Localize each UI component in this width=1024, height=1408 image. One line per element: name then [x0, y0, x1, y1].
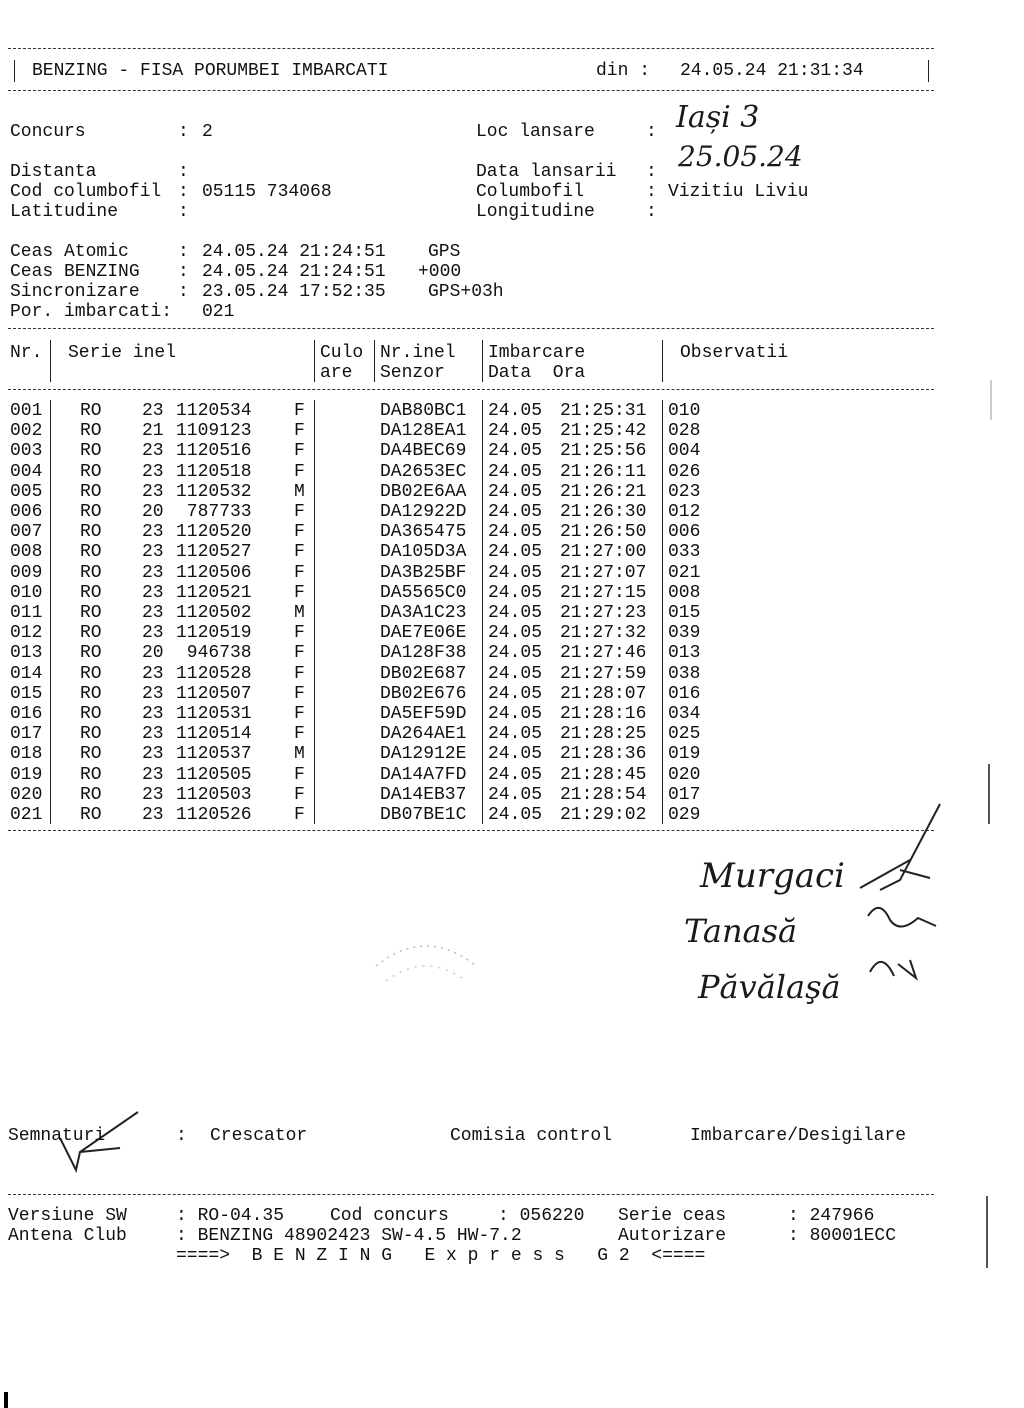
cell-observatii: 029	[668, 805, 701, 825]
colon: :	[178, 182, 189, 202]
table-row	[0, 765, 1024, 785]
cell-year: 23	[142, 603, 164, 623]
sincronizare-value: 23.05.24 17:52:35	[202, 282, 386, 302]
header-top-rule	[8, 48, 934, 49]
cell-ring-number: 1109123	[176, 421, 252, 442]
cell-year: 23	[142, 805, 164, 825]
crescator-label: Crescator	[210, 1126, 308, 1146]
table-row	[0, 684, 1024, 704]
cell-sex: F	[294, 643, 305, 664]
cell-ring-number: 1120507	[176, 683, 252, 704]
por-imbarcati-label: Por. imbarcati:	[10, 302, 173, 322]
cell-year: 23	[142, 704, 164, 724]
cell-ring-number: 1120518	[176, 461, 252, 482]
cell-date: 24.05	[488, 704, 543, 724]
cell-country: RO	[80, 643, 102, 664]
cell-date: 24.05	[488, 643, 543, 664]
cell-country: RO	[80, 724, 102, 745]
table-row	[0, 421, 1024, 441]
table-row	[0, 724, 1024, 744]
concurs-label: Concurs	[10, 122, 86, 142]
cell-sensor: DA3A1C23	[380, 603, 467, 623]
cell-year: 23	[142, 764, 164, 785]
cell-sex: F	[294, 724, 305, 745]
cell-time: 21:26:30	[560, 502, 647, 522]
col-header-serie: Serie inel	[68, 343, 177, 363]
semnaturi-colon: :	[176, 1126, 187, 1146]
scan-artifact	[988, 764, 990, 824]
cell-nr: 020	[10, 784, 43, 805]
cell-time: 21:27:07	[560, 562, 647, 583]
cell-observatii: 015	[668, 603, 701, 623]
cell-time: 21:25:56	[560, 441, 647, 462]
sincronizare-suffix: GPS+03h	[428, 282, 504, 302]
header-col-divider	[662, 340, 663, 382]
autorizare-value: : 80001ECC	[788, 1226, 897, 1246]
colon: :	[646, 162, 657, 182]
table-row	[0, 462, 1024, 482]
antena-label: Antena Club	[8, 1226, 127, 1246]
cell-nr: 021	[10, 805, 43, 825]
longitudine-label: Longitudine	[476, 202, 595, 222]
cell-observatii: 021	[668, 562, 701, 583]
cell-country: RO	[80, 461, 102, 482]
col-header-imbarcare-1: Imbarcare	[488, 343, 586, 363]
cell-observatii: 026	[668, 461, 701, 482]
cell-ring-number: 1120514	[176, 724, 252, 745]
cell-nr: 014	[10, 663, 43, 684]
cell-date: 24.05	[488, 784, 543, 805]
colon: :	[178, 162, 189, 182]
cell-country: RO	[80, 401, 102, 421]
table-row	[0, 603, 1024, 623]
header-left-bar	[14, 60, 15, 82]
cell-sensor: DA14A7FD	[380, 764, 467, 785]
cell-sex: F	[294, 663, 305, 684]
cell-observatii: 023	[668, 481, 701, 502]
serie-ceas-value: : 247966	[788, 1206, 875, 1226]
ceas-benzing-label: Ceas BENZING	[10, 262, 140, 282]
cell-country: RO	[80, 603, 102, 623]
cell-year: 23	[142, 481, 164, 502]
cell-time: 21:26:11	[560, 461, 647, 482]
cell-ring-number: 1120521	[176, 582, 252, 603]
cell-nr: 006	[10, 502, 43, 522]
cell-year: 23	[142, 441, 164, 462]
table-row	[0, 643, 1024, 663]
cell-country: RO	[80, 542, 102, 563]
cell-date: 24.05	[488, 421, 543, 442]
col-header-culoare-1: Culo	[320, 343, 364, 363]
col-header-observatii: Observatii	[680, 343, 789, 363]
cell-date: 24.05	[488, 764, 543, 785]
cell-nr: 011	[10, 603, 43, 623]
cell-time: 21:27:32	[560, 623, 647, 644]
table-row	[0, 482, 1024, 502]
ceas-atomic-suffix: GPS	[428, 242, 461, 262]
versiune-value: : RO-04.35	[176, 1206, 285, 1226]
cell-sensor: DA105D3A	[380, 542, 467, 563]
cell-observatii: 010	[668, 401, 701, 421]
cell-ring-number: 787733	[176, 502, 252, 522]
ceas-benzing-value: 24.05.24 21:24:51	[202, 262, 386, 282]
cell-nr: 004	[10, 461, 43, 482]
cell-sensor: DAE7E06E	[380, 623, 467, 644]
cell-country: RO	[80, 421, 102, 442]
cell-observatii: 008	[668, 582, 701, 603]
columbofil-label: Columbofil	[476, 182, 585, 202]
cell-date: 24.05	[488, 683, 543, 704]
ceas-atomic-label: Ceas Atomic	[10, 242, 129, 262]
imbarcare-desigilare-label: Imbarcare/Desigilare	[690, 1126, 907, 1146]
cell-time: 21:26:50	[560, 522, 647, 543]
cod-concurs-value: : 056220	[498, 1206, 585, 1226]
cell-nr: 001	[10, 401, 43, 421]
cell-time: 21:27:23	[560, 603, 647, 623]
col-header-nrinel-2: Senzor	[380, 363, 445, 383]
colon: :	[178, 122, 200, 142]
loc-lansare-handwritten: Iași 3	[676, 100, 760, 135]
cell-date: 24.05	[488, 522, 543, 543]
cell-ring-number: 946738	[176, 643, 252, 664]
table-row	[0, 522, 1024, 542]
cell-date: 24.05	[488, 623, 543, 644]
cell-nr: 018	[10, 744, 43, 765]
table-row	[0, 441, 1024, 461]
cell-observatii: 016	[668, 683, 701, 704]
scan-artifact	[986, 1196, 988, 1268]
cell-nr: 019	[10, 764, 43, 785]
colon: :	[646, 122, 657, 142]
cell-sex: F	[294, 683, 305, 704]
colon: :	[178, 262, 189, 282]
cell-ring-number: 1120516	[176, 441, 252, 462]
loc-lansare-label: Loc lansare	[476, 122, 595, 142]
cell-year: 23	[142, 562, 164, 583]
cell-sensor: DAB80BC1	[380, 401, 467, 421]
faint-stamp	[356, 926, 496, 996]
cell-sensor: DA3B25BF	[380, 562, 467, 583]
cell-sex: F	[294, 784, 305, 805]
col-header-nr: Nr.	[10, 343, 43, 363]
cell-sex: F	[294, 461, 305, 482]
cell-country: RO	[80, 744, 102, 765]
cell-ring-number: 1120519	[176, 623, 252, 644]
scan-artifact	[990, 380, 992, 420]
benzing-banner: ====> B E N Z I N G E x p r e s s G 2 <====	[176, 1246, 706, 1266]
cell-sex: F	[294, 805, 305, 825]
col-header-nrinel-1: Nr.inel	[380, 343, 456, 363]
sincronizare-label: Sincronizare	[10, 282, 140, 302]
versiune-label: Versiune SW	[8, 1206, 127, 1226]
concurs-value: 2	[202, 122, 213, 142]
colon: :	[646, 202, 657, 222]
cell-sensor: DA5565C0	[380, 582, 467, 603]
cell-sensor: DB02E687	[380, 663, 467, 684]
data-lansarii-label: Data lansarii	[476, 162, 617, 182]
cell-date: 24.05	[488, 805, 543, 825]
cell-sex: F	[294, 623, 305, 644]
cell-country: RO	[80, 502, 102, 522]
cod-concurs-label: Cod concurs	[330, 1206, 449, 1226]
cell-time: 21:28:36	[560, 744, 647, 765]
scan-artifact	[4, 1392, 8, 1408]
cell-observatii: 013	[668, 643, 701, 664]
table-row	[0, 664, 1024, 684]
cod-columbofil-value: 05115 734068	[202, 182, 332, 202]
table-row	[0, 583, 1024, 603]
cell-time: 21:28:25	[560, 724, 647, 745]
colon: :	[178, 282, 189, 302]
cell-nr: 002	[10, 421, 43, 442]
signature-scribbles	[840, 800, 950, 1000]
cell-year: 21	[142, 421, 164, 442]
cell-country: RO	[80, 683, 102, 704]
header-col-divider	[50, 340, 51, 382]
cell-country: RO	[80, 623, 102, 644]
cell-ring-number: 1120527	[176, 542, 252, 563]
cell-time: 21:29:02	[560, 805, 647, 825]
cell-date: 24.05	[488, 461, 543, 482]
cell-ring-number: 1120520	[176, 522, 252, 543]
table-header-rule	[8, 389, 934, 390]
cell-date: 24.05	[488, 582, 543, 603]
cell-country: RO	[80, 582, 102, 603]
cell-year: 23	[142, 784, 164, 805]
cell-country: RO	[80, 522, 102, 543]
cell-nr: 007	[10, 522, 43, 543]
cell-nr: 003	[10, 441, 43, 462]
cell-sex: F	[294, 542, 305, 563]
signature-2: Tanasă	[684, 912, 798, 950]
cell-country: RO	[80, 805, 102, 825]
colon: :	[646, 182, 657, 202]
cell-ring-number: 1120526	[176, 805, 252, 825]
cell-observatii: 020	[668, 764, 701, 785]
cell-date: 24.05	[488, 441, 543, 462]
cell-observatii: 006	[668, 522, 701, 543]
cell-nr: 016	[10, 704, 43, 724]
signature-3: Păvălaşă	[698, 968, 841, 1006]
cell-date: 24.05	[488, 603, 543, 623]
cell-time: 21:28:16	[560, 704, 647, 724]
table-row	[0, 744, 1024, 764]
table-bottom-rule	[8, 830, 934, 831]
cell-country: RO	[80, 704, 102, 724]
cell-year: 23	[142, 724, 164, 745]
cell-date: 24.05	[488, 542, 543, 563]
cell-country: RO	[80, 784, 102, 805]
cell-nr: 008	[10, 542, 43, 563]
table-top-rule	[8, 328, 934, 329]
table-row	[0, 502, 1024, 522]
cell-nr: 015	[10, 683, 43, 704]
cell-observatii: 034	[668, 704, 701, 724]
cell-ring-number: 1120506	[176, 562, 252, 583]
cell-year: 23	[142, 663, 164, 684]
colon: :	[178, 202, 189, 222]
table-row	[0, 563, 1024, 583]
cell-year: 23	[142, 542, 164, 563]
cell-country: RO	[80, 663, 102, 684]
cell-ring-number: 1120505	[176, 764, 252, 785]
cell-sensor: DA12922D	[380, 502, 467, 522]
cell-observatii: 019	[668, 744, 701, 765]
cell-nr: 012	[10, 623, 43, 644]
cell-country: RO	[80, 441, 102, 462]
cell-time: 21:28:07	[560, 683, 647, 704]
header-right-bar	[928, 60, 929, 82]
columbofil-value: Vizitiu Liviu	[668, 182, 809, 202]
cell-observatii: 025	[668, 724, 701, 745]
print-datetime: 24.05.24 21:31:34	[680, 61, 864, 81]
cell-sex: F	[294, 502, 305, 522]
serie-ceas-label: Serie ceas	[618, 1206, 727, 1226]
cell-nr: 005	[10, 481, 43, 502]
cell-sex: F	[294, 562, 305, 583]
cell-date: 24.05	[488, 502, 543, 522]
cell-nr: 017	[10, 724, 43, 745]
cell-sensor: DB02E676	[380, 683, 467, 704]
table-row	[0, 542, 1024, 562]
cell-sensor: DA365475	[380, 522, 467, 543]
cell-ring-number: 1120503	[176, 784, 252, 805]
por-imbarcati-value: 021	[202, 302, 235, 322]
cell-sensor: DA264AE1	[380, 724, 467, 745]
cell-sex: F	[294, 704, 305, 724]
cell-ring-number: 1120531	[176, 704, 252, 724]
cell-sensor: DB02E6AA	[380, 481, 467, 502]
cod-columbofil-label: Cod columbofil	[10, 182, 162, 202]
colon: :	[178, 242, 189, 262]
cell-date: 24.05	[488, 744, 543, 765]
cell-sex: F	[294, 764, 305, 785]
cell-year: 23	[142, 461, 164, 482]
cell-sensor: DA128EA1	[380, 421, 467, 442]
cell-year: 23	[142, 744, 164, 765]
header-bottom-rule	[8, 90, 934, 91]
header-col-divider	[374, 340, 375, 382]
cell-time: 21:27:46	[560, 643, 647, 664]
cell-year: 20	[142, 643, 164, 664]
cell-sensor: DA14EB37	[380, 784, 467, 805]
cell-sex: M	[294, 481, 305, 502]
cell-ring-number: 1120502	[176, 603, 252, 623]
cell-nr: 010	[10, 582, 43, 603]
page-title: BENZING - FISA PORUMBEI IMBARCATI	[32, 61, 389, 81]
cell-sex: F	[294, 401, 305, 421]
cell-observatii: 039	[668, 623, 701, 644]
cell-country: RO	[80, 481, 102, 502]
cell-time: 21:26:21	[560, 481, 647, 502]
cell-observatii: 004	[668, 441, 701, 462]
cell-year: 20	[142, 502, 164, 522]
cell-ring-number: 1120528	[176, 663, 252, 684]
cell-sensor: DB07BE1C	[380, 805, 467, 825]
cell-sensor: DA12912E	[380, 744, 467, 765]
cell-time: 21:28:54	[560, 784, 647, 805]
cell-time: 21:25:42	[560, 421, 647, 442]
autorizare-label: Autorizare	[618, 1226, 727, 1246]
header-col-divider	[314, 340, 315, 382]
cell-sex: F	[294, 441, 305, 462]
cell-sex: M	[294, 603, 305, 623]
cell-year: 23	[142, 683, 164, 704]
cell-nr: 013	[10, 643, 43, 664]
cell-observatii: 033	[668, 542, 701, 563]
cell-time: 21:25:31	[560, 401, 647, 421]
cell-sensor: DA128F38	[380, 643, 467, 664]
cell-ring-number: 1120534	[176, 401, 252, 421]
cell-date: 24.05	[488, 724, 543, 745]
cell-year: 23	[142, 623, 164, 644]
cell-time: 21:27:00	[560, 542, 647, 563]
signature-1: Murgaci	[700, 856, 845, 896]
comisia-label: Comisia control	[450, 1126, 613, 1146]
cell-country: RO	[80, 562, 102, 583]
ceas-benzing-suffix: +000	[418, 262, 462, 282]
header-col-divider	[482, 340, 483, 382]
din-label: din :	[596, 61, 651, 81]
col-header-culoare-2: are	[320, 363, 353, 383]
cell-observatii: 017	[668, 784, 701, 805]
cell-sensor: DA4BEC69	[380, 441, 467, 462]
cell-year: 23	[142, 401, 164, 421]
cell-sensor: DA5EF59D	[380, 704, 467, 724]
antena-value: : BENZING 48902423 SW-4.5 HW-7.2	[176, 1226, 522, 1246]
cell-observatii: 038	[668, 663, 701, 684]
data-lansarii-handwritten: 25.05.24	[678, 140, 803, 173]
cell-nr: 009	[10, 562, 43, 583]
cell-observatii: 012	[668, 502, 701, 522]
cell-time: 21:28:45	[560, 764, 647, 785]
cell-year: 23	[142, 522, 164, 543]
cell-ring-number: 1120532	[176, 481, 252, 502]
cell-sex: F	[294, 582, 305, 603]
col-header-imbarcare-2: Data Ora	[488, 363, 586, 383]
table-row	[0, 623, 1024, 643]
cell-date: 24.05	[488, 401, 543, 421]
cell-country: RO	[80, 764, 102, 785]
footer-rule	[8, 1194, 934, 1195]
cell-time: 21:27:59	[560, 663, 647, 684]
table-row	[0, 401, 1024, 421]
cell-date: 24.05	[488, 481, 543, 502]
table-row	[0, 704, 1024, 724]
ceas-atomic-value: 24.05.24 21:24:51	[202, 242, 386, 262]
cell-year: 23	[142, 582, 164, 603]
distanta-label: Distanta	[10, 162, 97, 182]
cell-sensor: DA2653EC	[380, 461, 467, 482]
cell-time: 21:27:15	[560, 582, 647, 603]
cell-sex: M	[294, 744, 305, 765]
cell-sex: F	[294, 421, 305, 442]
cell-date: 24.05	[488, 663, 543, 684]
cell-ring-number: 1120537	[176, 744, 252, 765]
semnaturi-label: Semnaturi	[8, 1126, 106, 1146]
cell-sex: F	[294, 522, 305, 543]
latitudine-label: Latitudine	[10, 202, 119, 222]
cell-date: 24.05	[488, 562, 543, 583]
cell-observatii: 028	[668, 421, 701, 442]
